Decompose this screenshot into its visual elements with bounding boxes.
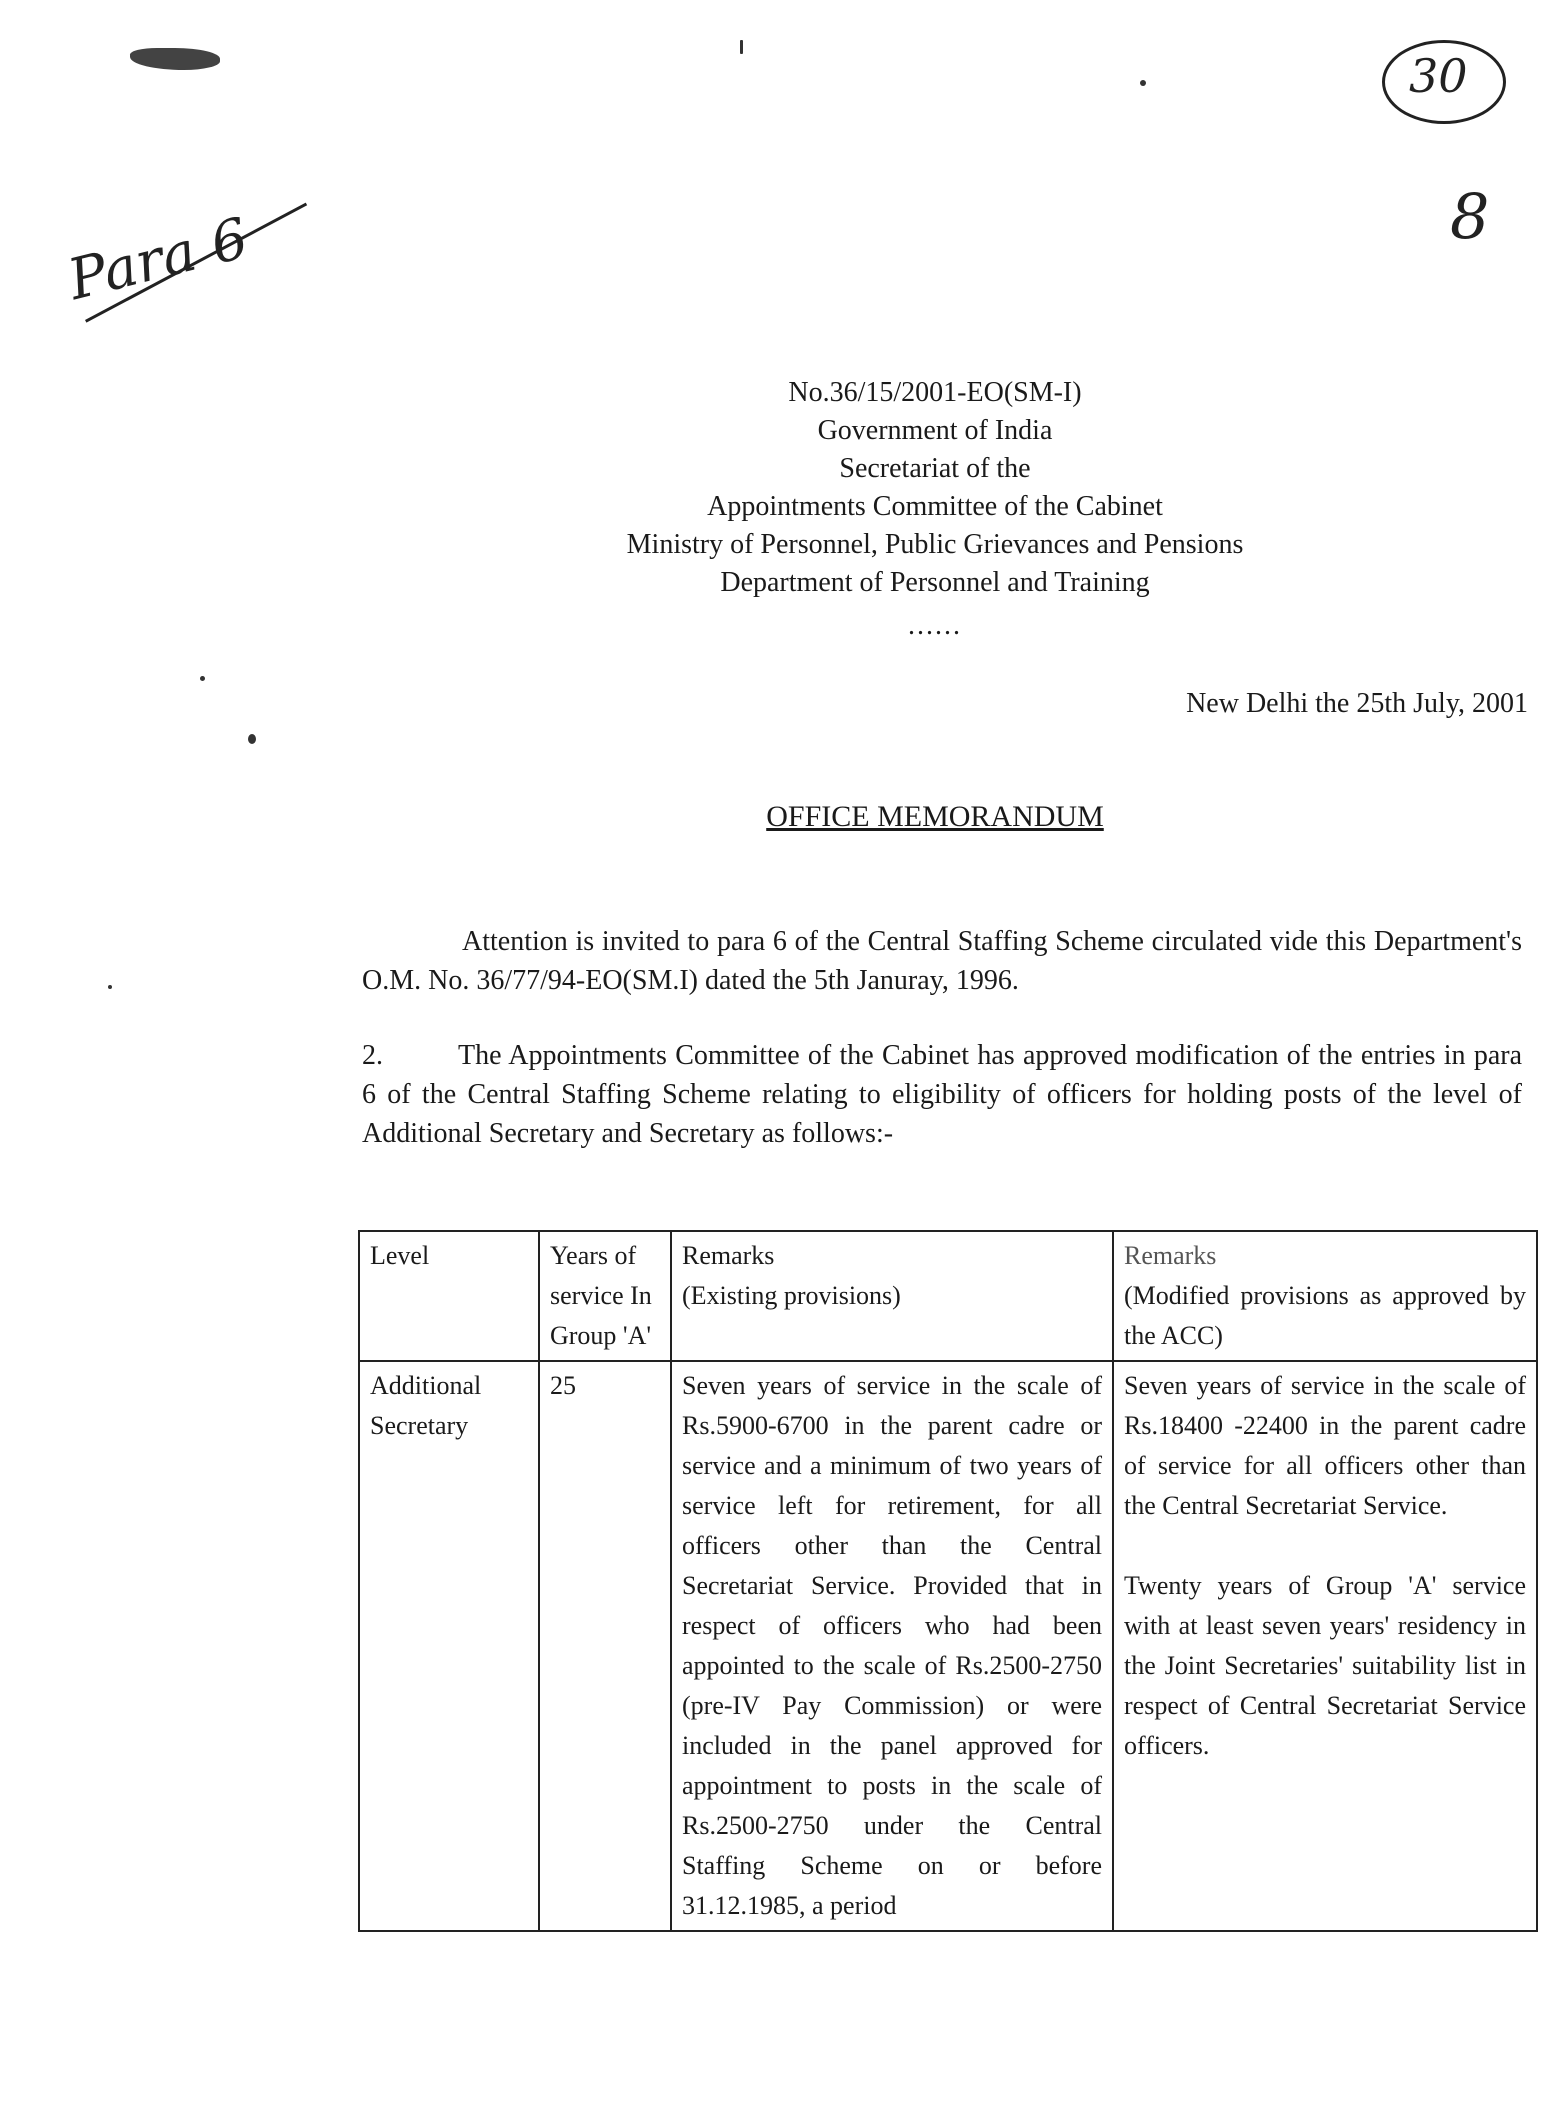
circled-number-text: 30: [1409, 49, 1468, 103]
committee-line: Appointments Committee of the Cabinet: [707, 491, 1163, 522]
header-existing-title: Remarks: [682, 1241, 775, 1270]
header-modified-title: Remarks: [1124, 1241, 1217, 1270]
header-level: Level: [359, 1231, 539, 1361]
eligibility-table: [358, 1230, 1538, 1932]
secretariat-line: Secretariat of the: [839, 453, 1031, 484]
paragraph-2: [362, 1036, 1522, 1153]
header-existing-sub: (Existing provisions): [682, 1281, 901, 1310]
paragraph-1: Attention is invited to para 6 of the Central Staffing Scheme circulated vide this Department's O.M. No. 36/77/94-EO(SM.I) dated the 5th Januray, 1996.: [362, 926, 1522, 996]
header-existing: [671, 1231, 1113, 1361]
date-line: New Delhi the 25th July, 2001: [1186, 688, 1528, 719]
handwritten-page-number: 8: [1450, 180, 1490, 253]
circled-page-number: [1382, 40, 1506, 124]
header-separator: ......: [908, 610, 962, 641]
memo-title: OFFICE MEMORANDUM: [766, 800, 1104, 833]
table-header-row: [359, 1231, 1537, 1361]
table-row: [359, 1361, 1537, 1931]
government-line: Government of India: [817, 415, 1053, 446]
ministry-line: Ministry of Personnel, Public Grievances and Pensions: [626, 529, 1244, 560]
ink-blot: [130, 48, 220, 70]
cell-gap: [1124, 1526, 1526, 1566]
header-modified-sub: (Modified provisions as approved by the ACC): [1124, 1281, 1526, 1350]
scan-speck: [1140, 80, 1146, 86]
paragraph-2-text: The Appointments Committee of the Cabinet has approved modification of the entries in para 6 of the Central Staffing Scheme relating to eligibility of officers for holding posts of the level of Additional Secretary and Secretary as follows:-: [362, 1040, 1522, 1149]
paragraph-2-number: 2.: [362, 1040, 383, 1071]
scan-speck: [200, 676, 205, 681]
department-line: Department of Personnel and Training: [720, 567, 1150, 598]
cell-modified: [1113, 1361, 1537, 1931]
cell-modified-part-2: Twenty years of Group 'A' service with at least seven years' residency in the Joint Secretaries' suitability list in respect of Central Secretariat Service officers.: [1124, 1571, 1526, 1760]
cell-existing: Seven years of service in the scale of Rs.5900-6700 in the parent cadre or service and a minimum of two years of service left for retirement, for all officers other than the Central Secretariat Service. Provided that in respect of officers who had been appointed to the scale of Rs.2500-2750 (pre-IV Pay Commission) or were included in the panel approved for appointment to posts in the scale of Rs.2500-2750 under the Central Staffing Scheme on or before 31.12.1985, a period: [671, 1361, 1113, 1931]
file-number: No.36/15/2001-EO(SM-I): [788, 377, 1082, 408]
document-header: [430, 374, 1440, 602]
scan-speck: [108, 985, 112, 989]
cell-modified-part-1: Seven years of service in the scale of Rs.18400 -22400 in the parent cadre of service for all officers other than the Central Secretariat Service.: [1124, 1371, 1526, 1520]
header-years: Years of service In Group 'A': [539, 1231, 671, 1361]
cell-level: Additional Secretary: [359, 1361, 539, 1931]
scan-speck: [740, 40, 743, 54]
scan-speck: [248, 734, 256, 744]
cell-years: 25: [539, 1361, 671, 1931]
handwritten-para-note: Para 6: [62, 205, 255, 314]
header-modified: [1113, 1231, 1537, 1361]
